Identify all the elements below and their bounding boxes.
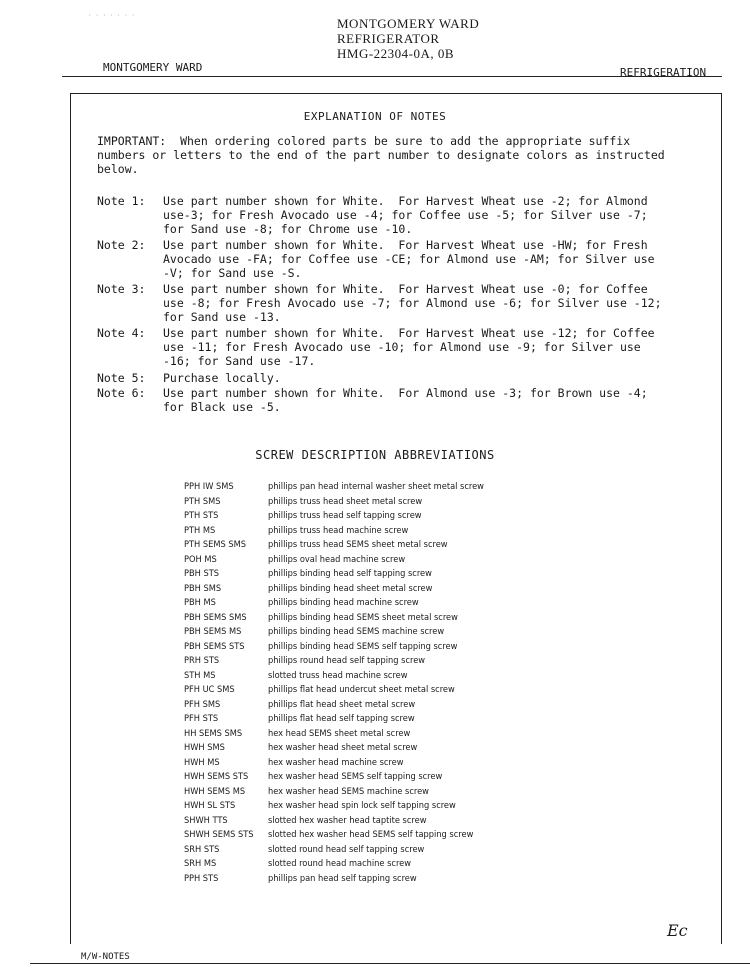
abbreviation-code: SHWH SEMS STS	[184, 829, 254, 840]
abbreviation-code: PPH STS	[184, 872, 219, 884]
abbreviation-code: HWH SL STS	[184, 800, 236, 811]
note-text: Purchase locally.	[163, 371, 281, 385]
abbreviation-code: PBH SEMS STS	[184, 640, 245, 652]
abbreviation-code: PTH SEMS SMS	[184, 539, 246, 550]
note-label: Note 1:	[97, 194, 146, 208]
header-left-label: MONTGOMERY WARD	[103, 61, 203, 74]
abbreviation-description: phillips binding head sheet metal screw	[268, 582, 433, 594]
abbreviation-code: PPH IW SMS	[184, 481, 234, 492]
abbreviation-description: hex head SEMS sheet metal screw	[268, 727, 411, 739]
model-number: HMG-22304-0A, 0B	[337, 46, 455, 61]
abbreviation-description: hex washer head SEMS self tapping screw	[268, 771, 443, 782]
abbreviation-description: phillips binding head SEMS sheet metal screw	[268, 611, 458, 623]
abbreviation-code: HWH SEMS MS	[184, 785, 246, 797]
abbreviation-description: phillips truss head machine screw	[268, 524, 409, 536]
abbreviation-description: phillips flat head undercut sheet metal screw	[268, 684, 455, 695]
abbreviation-code: PTH STS	[184, 510, 219, 521]
abbreviation-description: hex washer head spin lock self tapping screw	[268, 800, 456, 811]
note-label: Note 5:	[97, 371, 146, 385]
note-text: Use part number shown for White. For Harvest Wheat use -0; for Coffee use -8; for Fresh Avocado use -7; for Almond use -6; for Silver use -12; for Sand use -13.	[163, 282, 662, 324]
abbreviation-description: phillips truss head SEMS sheet metal screw	[268, 539, 448, 550]
abbreviation-description: phillips truss head sheet metal screw	[268, 495, 423, 507]
abbreviation-description: slotted hex washer head taptite screw	[268, 814, 427, 826]
abbreviations-title: SCREW DESCRIPTION ABBREVIATIONS	[255, 448, 495, 462]
abbreviation-description: slotted hex washer head SEMS self tapping screw	[268, 829, 474, 840]
abbreviation-code: PBH STS	[184, 568, 220, 579]
abbreviation-description: phillips pan head internal washer sheet metal screw	[268, 481, 484, 492]
abbreviation-code: SRH STS	[184, 843, 220, 855]
abbreviation-description: slotted truss head machine screw	[268, 669, 408, 681]
abbreviation-description: hex washer head SEMS machine screw	[268, 785, 429, 797]
note-text: Use part number shown for White. For Almond use -3; for Brown use -4; for Black use -5.	[163, 386, 648, 414]
abbreviation-code: STH MS	[184, 669, 216, 681]
abbreviation-code: PBH MS	[184, 597, 216, 608]
abbreviation-code: PFH STS	[184, 713, 219, 724]
abbreviation-description: phillips round head self tapping screw	[268, 655, 426, 666]
abbreviation-code: HWH SMS	[184, 742, 225, 753]
abbreviation-code: PTH SMS	[184, 495, 221, 507]
abbreviation-description: phillips binding head self tapping screw	[268, 568, 432, 579]
abbreviation-code: HWH SEMS STS	[184, 771, 249, 782]
handwritten-initials: Ec	[667, 921, 688, 940]
abbreviation-code: PBH SEMS SMS	[184, 611, 247, 623]
abbreviation-description: slotted round head machine screw	[268, 858, 412, 869]
explanation-title: EXPLANATION OF NOTES	[303, 110, 447, 123]
abbreviation-code: PBH SMS	[184, 582, 222, 594]
abbreviation-description: hex washer head machine screw	[268, 756, 404, 768]
document-header	[337, 16, 479, 61]
abbreviation-code: HH SEMS SMS	[184, 727, 243, 739]
abbreviation-code: SRH MS	[184, 858, 217, 869]
abbreviation-code: HWH MS	[184, 756, 220, 768]
footer-code: M/W-NOTES	[81, 952, 130, 962]
abbreviation-description: phillips binding head SEMS machine screw	[268, 626, 445, 637]
abbreviation-code: PTH MS	[184, 524, 216, 536]
abbreviation-description: phillips flat head self tapping screw	[268, 713, 415, 724]
note-text: Use part number shown for White. For Harvest Wheat use -HW; for Fresh Avocado use -FA; for Coffee use -CE; for Almond use -AM; for Silver use -V; for Sand use -S.	[163, 238, 655, 280]
abbreviation-code: SHWH TTS	[184, 814, 228, 826]
abbreviation-code: PFH SMS	[184, 698, 221, 710]
abbreviation-description: phillips binding head SEMS self tapping screw	[268, 640, 458, 652]
note-label: Note 4:	[97, 326, 146, 340]
footer-rule	[30, 963, 750, 964]
abbreviation-code: PFH UC SMS	[184, 684, 235, 695]
abbreviation-code: POH MS	[184, 553, 217, 565]
abbreviation-description: slotted round head self tapping screw	[268, 843, 425, 855]
abbreviation-description: phillips flat head sheet metal screw	[268, 698, 416, 710]
note-text: Use part number shown for White. For Harvest Wheat use -12; for Coffee use -11; for Fresh Avocado use -10; for Almond use -9; for Silver use -16; for Sand use -17.	[163, 326, 655, 368]
scan-speck: · · · · · · ·	[88, 12, 135, 19]
note-label: Note 2:	[97, 238, 146, 252]
note-label: Note 3:	[97, 282, 146, 296]
abbreviation-description: phillips pan head self tapping screw	[268, 872, 417, 884]
header-right-label: REFRIGERATION	[620, 66, 707, 79]
abbreviation-code: PRH STS	[184, 655, 220, 666]
important-paragraph: IMPORTANT: When ordering colored parts be sure to add the appropriate suffix numbers or letters to the end of the part number to designate colors as instructed below.	[97, 134, 665, 176]
brand-title: MONTGOMERY WARD	[337, 16, 480, 31]
abbreviation-description: phillips truss head self tapping screw	[268, 510, 422, 521]
abbreviation-code: PBH SEMS MS	[184, 626, 242, 637]
abbreviation-description: phillips binding head machine screw	[268, 597, 419, 608]
abbreviation-description: hex washer head sheet metal screw	[268, 742, 418, 753]
abbreviation-description: phillips oval head machine screw	[268, 553, 406, 565]
note-text: Use part number shown for White. For Harvest Wheat use -2; for Almond use-3; for Fresh Avocado use -4; for Coffee use -5; for Silver use -7; for Sand use -8; for Chrome use -10.	[163, 194, 648, 236]
product-title: REFRIGERATOR	[337, 31, 440, 46]
note-label: Note 6:	[97, 386, 146, 400]
header-rule	[62, 76, 722, 77]
